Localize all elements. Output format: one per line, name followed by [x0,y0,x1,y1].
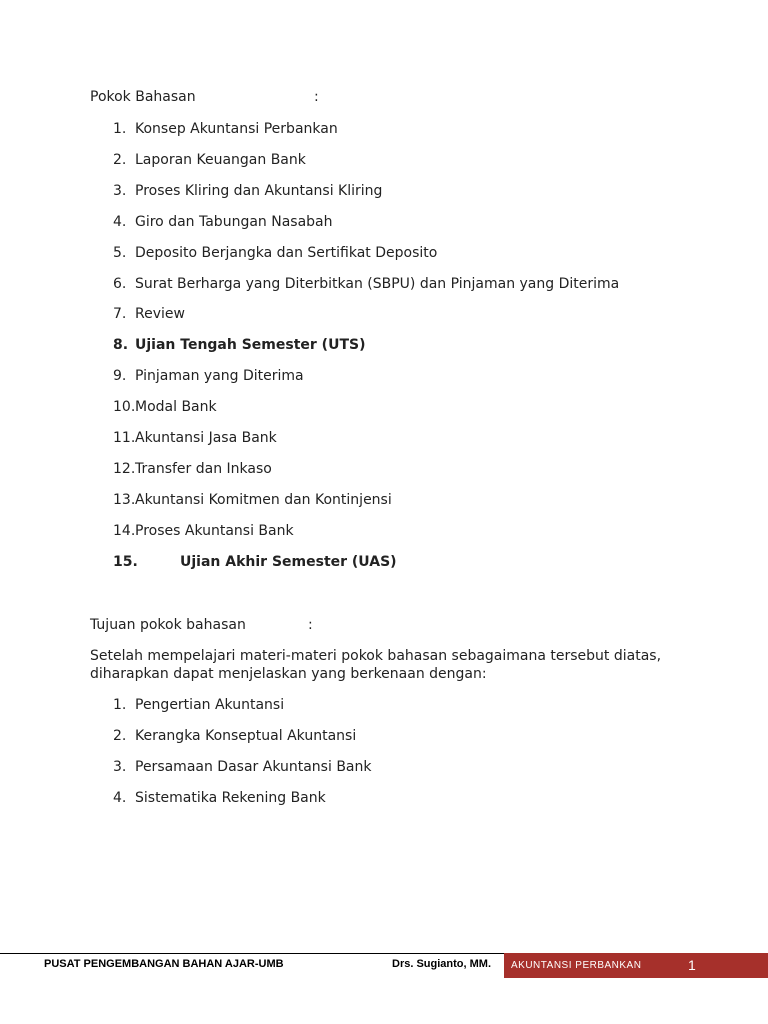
item-text: Laporan Keuangan Bank [135,152,306,168]
item-number: 4. [113,790,127,806]
item-number: 3. [113,759,127,775]
item-number: 4. [113,214,127,230]
item-text: Deposito Berjangka dan Sertifikat Deposito [135,245,438,261]
item-number: 5. [113,245,127,261]
item-number: 1. [113,697,127,713]
item-text: Review [135,306,185,322]
item-text: Modal Bank [135,399,217,415]
item-text: Pinjaman yang Diterima [135,368,304,384]
item-number: 9. [113,368,127,384]
tujuan-colon: : [308,617,313,633]
item-text: Konsep Akuntansi Perbankan [135,121,338,137]
item-number: 11. [113,430,136,446]
page-number: 1 [688,957,696,973]
item-number: 2. [113,152,127,168]
item-text: Ujian Tengah Semester (UTS) [135,337,366,353]
item-text: Surat Berharga yang Diterbitkan (SBPU) dan Pinjaman yang Diterima [135,276,620,292]
tujuan-heading [90,617,313,633]
item-text: Pengertian Akuntansi [135,697,285,713]
item-text: Akuntansi Komitmen dan Kontinjensi [135,492,392,508]
item-text: Persamaan Dasar Akuntansi Bank [135,759,372,775]
item-number: 6. [113,276,127,292]
item-text: Giro dan Tabungan Nasabah [135,214,333,230]
item-number: 2. [113,728,127,744]
pokok-bahasan-colon: : [314,89,319,105]
item-number: 8. [113,337,129,353]
footer-course-band [504,953,768,978]
item-text: Sistematika Rekening Bank [135,790,326,806]
footer-publisher: PUSAT PENGEMBANGAN BAHAN AJAR-UMB [44,958,284,970]
item-text: Proses Kliring dan Akuntansi Kliring [135,183,383,199]
item-number: 7. [113,306,127,322]
footer-author: Drs. Sugianto, MM. [392,958,491,970]
pokok-bahasan-label: Pokok Bahasan [90,89,196,105]
item-number: 13. [113,492,136,508]
footer-course-title: AKUNTANSI PERBANKAN [511,960,642,971]
pokok-bahasan-heading [90,89,319,105]
item-number: 10. [113,399,136,415]
item-text: Ujian Akhir Semester (UAS) [180,554,397,570]
item-number: 14. [113,523,136,539]
item-number: 12. [113,461,136,477]
item-text: Proses Akuntansi Bank [135,523,294,539]
item-number: 3. [113,183,127,199]
tujuan-label: Tujuan pokok bahasan [90,617,246,633]
item-number: 15. [113,554,138,570]
item-text: Transfer dan Inkaso [135,461,272,477]
tujuan-intro-paragraph: Setelah mempelajari materi-materi pokok bahasan sebagaimana tersebut diatas, diharapkan dapat menjelaskan yang berkenaan dengan: [90,648,662,682]
item-text: Kerangka Konseptual Akuntansi [135,728,357,744]
item-text: Akuntansi Jasa Bank [135,430,277,446]
item-number: 1. [113,121,127,137]
